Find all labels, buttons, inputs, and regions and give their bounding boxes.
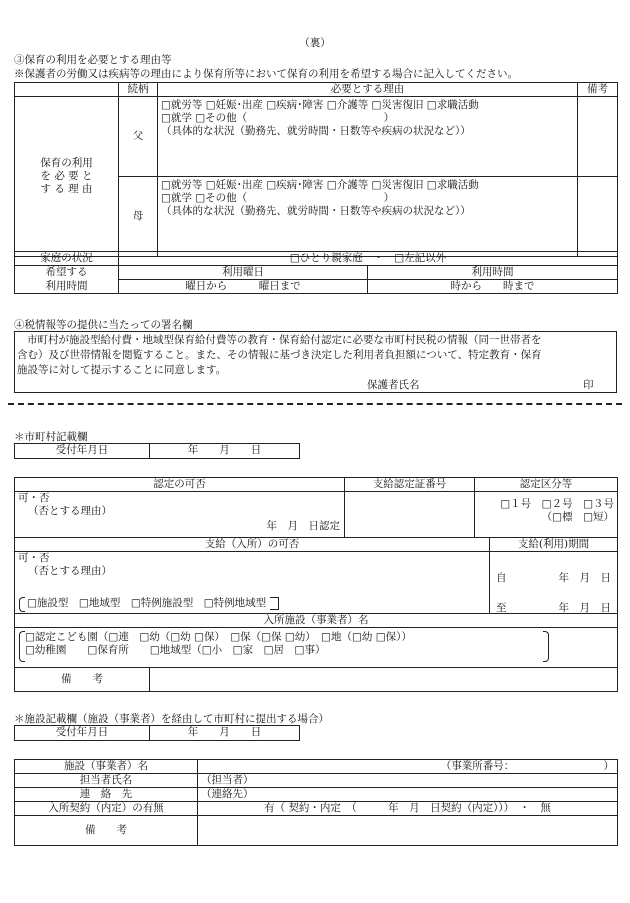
wish-label-1: 希望する <box>15 266 119 280</box>
remarks-header: 備考 <box>578 83 618 97</box>
signer-label: 保護者氏名 <box>367 379 420 391</box>
mother-label: 母 <box>119 177 158 257</box>
section3-note: ※保護者の労働又は疾病等の理由により保育所等において保育の利用を希望する場合に記入してください。 <box>14 68 518 80</box>
wish-label-2: 利用時間 <box>15 280 119 294</box>
father-remarks-cell[interactable] <box>578 97 618 177</box>
city-receipt-table <box>14 443 300 459</box>
facility-remarks-field[interactable] <box>198 816 618 846</box>
time-value[interactable]: 時から 時まで <box>368 280 618 294</box>
section4-title: ④税情報等の提供に当たっての署名欄 <box>14 319 193 331</box>
facility-receipt-label: 受付年月日 <box>15 726 150 741</box>
facility-remarks-label: 備 考 <box>15 816 198 846</box>
time-head: 利用時間 <box>368 266 618 280</box>
city-receipt-value[interactable]: 年 月 日 <box>150 444 300 459</box>
facility-receipt-value[interactable]: 年 月 日 <box>150 726 300 741</box>
facility-type-options: □施設型 □地域型 □特例施設型 □特例地域型 <box>19 597 279 611</box>
cert-no-head: 支給認定証番号 <box>345 478 475 492</box>
relation-header: 続柄 <box>119 83 158 97</box>
staff-field[interactable]: （担当者） <box>198 774 618 788</box>
facility-name-label: 施設（事業者）名 <box>15 760 198 774</box>
signature-box: 市町村が施設型給付費・地域型保育給付費等の教育・保育給付認定に必要な市町村民税の情報（同一世帯者を 含む）及び世帯情報を閲覧すること。また、その情報に基づき決定した利用者負担額について、特定教育・保育 施設等に対して提示することに同意します。 保護者氏名 印 <box>14 331 617 393</box>
cut-line <box>8 403 622 405</box>
city-section-title: ＊市町村記載欄 <box>14 431 88 443</box>
day-value[interactable]: 曜日から 曜日まで <box>119 280 368 294</box>
day-head: 利用曜日 <box>119 266 368 280</box>
mother-reason-cell[interactable]: □就労等 □妊娠･出産 □疾病･障害 □介護等 □災害復旧 □求職活動 □就学 □その他（ ） （具体的な状況（勤務先、就労時間・日数等や疾病の状況など）） <box>158 177 578 257</box>
reason-row-label: 保育の利用 を 必 要 と す る 理 由 <box>15 97 119 257</box>
father-reason-cell[interactable]: □就労等 □妊娠･出産 □疾病･障害 □介護等 □災害復旧 □求職活動 □就学 □その他（ ） （具体的な状況（勤務先、就労時間・日数等や疾病の状況など）） <box>158 97 578 177</box>
approval-cell[interactable]: 可・否 （否とする理由） 年 月 日認定 <box>15 492 345 538</box>
father-label: 父 <box>119 97 158 177</box>
mother-remarks-cell[interactable] <box>578 177 618 257</box>
contact-field[interactable]: （連絡先） <box>198 788 618 802</box>
facility-section-title: ＊施設記載欄（施設（事業者）を経由して市町村に提出する場合） <box>14 713 329 725</box>
signer-name-field[interactable] <box>431 375 571 389</box>
entry-head: 支給（入所）の可否 <box>15 538 490 552</box>
section3-title: ③保育の利用を必要とする理由等 <box>14 54 172 66</box>
staff-label: 担当者氏名 <box>15 774 198 788</box>
category-head: 認定区分等 <box>475 478 618 492</box>
reason-table <box>14 82 618 257</box>
reason-header: 必要とする理由 <box>158 83 578 97</box>
contact-label: 連 絡 先 <box>15 788 198 802</box>
family-table <box>14 251 618 294</box>
entry-table <box>14 537 618 692</box>
city-remarks-row[interactable]: 備 考 <box>15 668 618 692</box>
approval-table <box>14 477 618 538</box>
cert-no-cell[interactable] <box>345 492 475 538</box>
city-receipt-label: 受付年月日 <box>15 444 150 459</box>
facility-info-table <box>14 759 618 846</box>
contract-label: 入所契約（内定）の有無 <box>15 802 198 816</box>
facility-name-head: 入所施設（事業者）名 <box>15 614 618 628</box>
period-head: 支給(利用)期間 <box>490 538 618 552</box>
family-label: 家庭の状況 <box>15 252 119 266</box>
seal-label: 印 <box>583 379 594 391</box>
office-number-field[interactable]: （事業所番号： ） <box>198 760 618 774</box>
facility-receipt-table <box>14 725 300 741</box>
page-side-label: （裏） <box>299 37 331 49</box>
category-cell[interactable]: □１号 □２号 □３号 （□標 □短） <box>475 492 618 538</box>
entry-cell[interactable]: 可・否 （否とする理由） □施設型 □地域型 □特例施設型 □特例地域型 <box>15 552 490 614</box>
contract-field[interactable]: 有（ 契約・内定 （ 年 月 日契約（内定））） ・ 無 <box>198 802 618 816</box>
approval-head: 認定の可否 <box>15 478 345 492</box>
facility-name-cell[interactable]: □認定こども園（□連 □幼（□幼 □保） □保（□保 □幼） □地（□幼 □保）） □幼稚園 □保育所 □地域型（□小 □家 □居 □事） <box>15 628 618 668</box>
family-value[interactable]: □ひとり親家庭 ・ □左記以外 <box>119 252 618 266</box>
period-cell[interactable]: 自 年 月 日 至 年 月 日 <box>490 552 618 614</box>
